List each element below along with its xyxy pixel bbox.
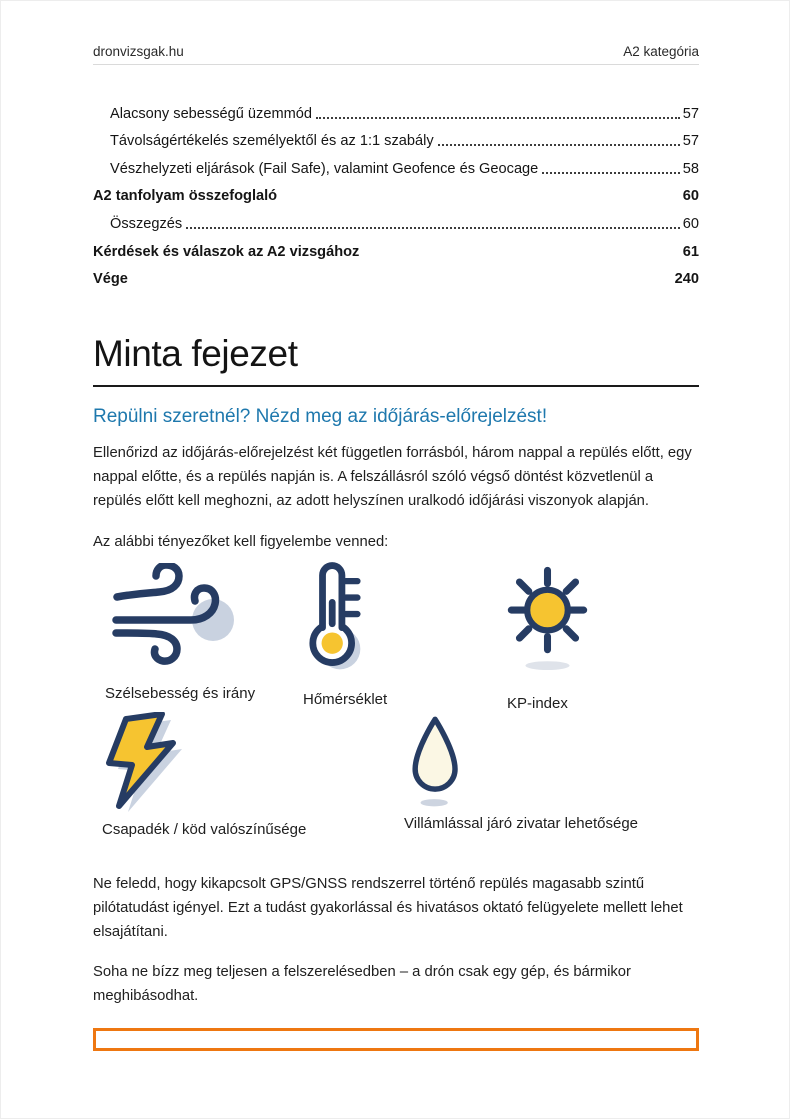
factor-label-wind: Szélsebesség és irány — [105, 685, 256, 702]
thermometer-icon — [307, 561, 371, 671]
toc-page-number: 60 — [682, 215, 699, 232]
toc-entry-label: A2 tanfolyam összefoglaló — [93, 188, 278, 205]
factor-label-thunderstorm: Villámlással járó zivatar lehetősége — [404, 815, 639, 832]
section-heading: Repülni szeretnél? Nézd meg az időjárás-előrejelzést! — [93, 406, 548, 427]
toc-leader-dots — [186, 227, 680, 229]
chapter-title-rule — [93, 385, 699, 387]
toc-entry[interactable] — [93, 204, 699, 232]
toc-page-number: 240 — [674, 271, 699, 288]
sun-icon — [499, 559, 596, 677]
warning-paragraph: Ne feledd, hogy kikapcsolt GPS/GNSS rendszerrel történő repülés magasabb szintű pilótatudást igényel. Ezt a tudást gyakorlással és hivatásos oktató felügyelete mellett lehet elsajátítani. — [93, 876, 683, 940]
toc-leader-dots — [438, 144, 680, 146]
toc-leader-dots — [542, 172, 679, 174]
water-drop-icon — [407, 711, 465, 811]
factor-label-precipitation: Csapadék / köd valószínűsége — [102, 821, 307, 838]
toc-page-number: 57 — [682, 105, 699, 122]
page-header — [93, 44, 699, 59]
table-of-contents — [93, 94, 699, 287]
toc-entry-label: Vészhelyzeti eljárások (Fail Safe), valamint Geofence és Geocage — [110, 160, 539, 177]
header-site: dronvizsgak.hu — [93, 44, 184, 59]
reliability-paragraph: Soha ne bízz meg teljesen a felszerelésedben – a drón csak egy gép, és bármikor meghibásodhat. — [93, 964, 631, 1004]
toc-entry[interactable] — [93, 232, 699, 260]
chapter-title: Minta fejezet — [93, 333, 298, 375]
toc-entry[interactable] — [93, 260, 699, 288]
toc-entry-label: Távolságértékelés személyektől és az 1:1 szabály — [110, 133, 434, 150]
toc-entry-label: Kérdések és válaszok az A2 vizsgához — [93, 243, 360, 260]
header-divider — [93, 64, 699, 65]
toc-entry-label: Alacsony sebességű üzemmód — [110, 105, 312, 122]
toc-entry-label: Összegzés — [110, 215, 183, 232]
toc-leader-dots — [316, 117, 680, 119]
factor-label-temperature: Hőmérséklet — [303, 691, 388, 708]
toc-entry-label: Vége — [93, 271, 128, 288]
lightning-icon — [96, 712, 196, 817]
intro-paragraph: Ellenőrizd az időjárás-előrejelzést két független forrásból, három nappal a repülés előtt, egy nappal előtte, és a repülés napján is. A felszállásról szóló végső döntést közvetlenül a repülés előtt kell meghozni, az adott helyszínen uralkodó időjárási viszonyok alapján. — [93, 445, 692, 509]
weather-factors-grid — [93, 559, 699, 859]
toc-entry[interactable] — [93, 122, 699, 150]
toc-page-number: 57 — [682, 133, 699, 150]
toc-entry[interactable] — [93, 94, 699, 122]
toc-entry[interactable] — [93, 149, 699, 177]
highlight-box — [93, 1028, 699, 1051]
factors-intro: Az alábbi tényezőket kell figyelembe venned: — [93, 534, 389, 550]
toc-page-number: 61 — [682, 243, 699, 260]
toc-entry[interactable] — [93, 177, 699, 205]
header-category: A2 kategória — [623, 44, 699, 59]
factor-label-kp-index: KP-index — [507, 695, 568, 712]
toc-page-number: 60 — [682, 188, 699, 205]
toc-page-number: 58 — [682, 160, 699, 177]
wind-icon — [105, 563, 240, 668]
